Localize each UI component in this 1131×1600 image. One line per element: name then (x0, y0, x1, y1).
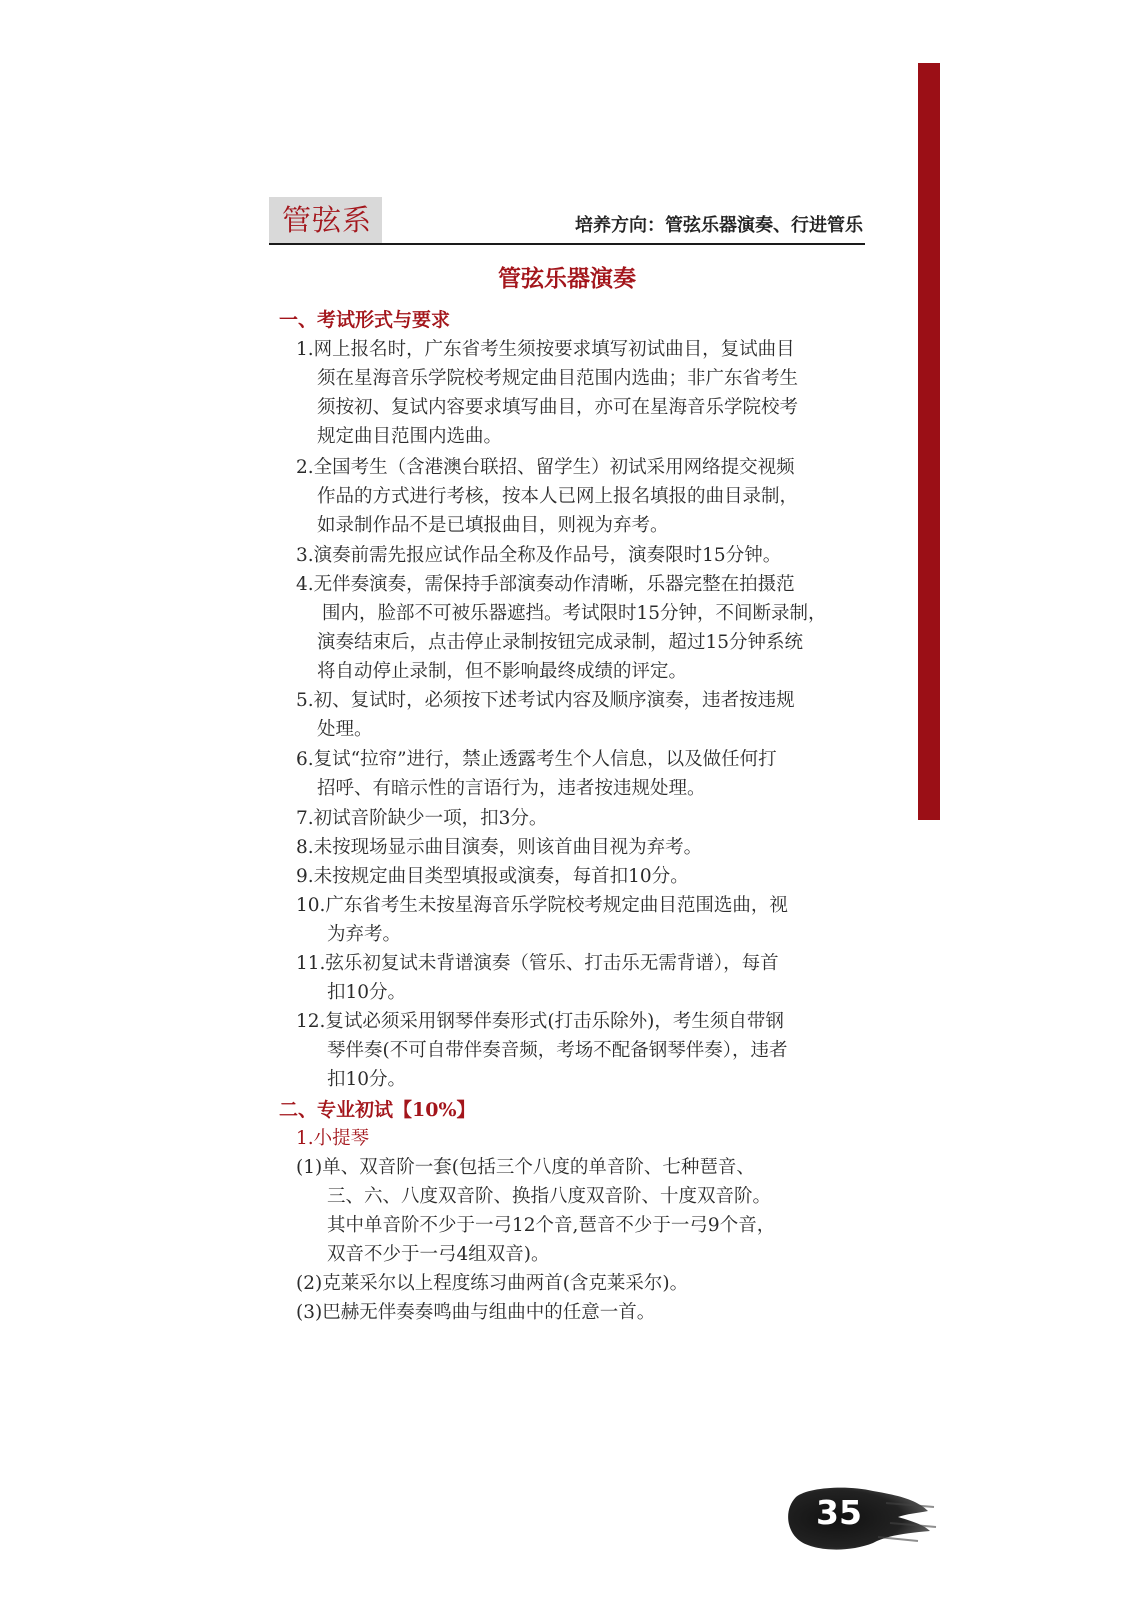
text-line: 8.未按现场显示曲目演奏，则该首曲目视为弃考。 (296, 837, 703, 858)
text-line: 处理。 (317, 719, 373, 740)
text-line: 5.初、复试时，必须按下述考试内容及顺序演奏，违者按违规 (296, 690, 795, 711)
text-line: 将自动停止录制，但不影响最终成绩的评定。 (317, 661, 688, 682)
page-number-badge (778, 1483, 938, 1555)
text-line: 三、六、八度双音阶、换指八度双音阶、十度双音阶。 (327, 1186, 772, 1207)
text-line: 11.弦乐初复试未背谱演奏（管乐、打击乐无需背谱），每首 (296, 953, 779, 974)
text-line: 须在星海音乐学院校考规定曲目范围内选曲；非广东省考生 (317, 368, 799, 389)
text-line: 2.全国考生（含港澳台联招、留学生）初试采用网络提交视频 (296, 457, 795, 478)
page-title: 管弦乐器演奏 (498, 265, 636, 292)
text-line: 1.网上报名时，广东省考生须按要求填写初试曲目，复试曲目 (296, 339, 795, 360)
text-line: 须按初、复试内容要求填写曲目，亦可在星海音乐学院校考 (317, 397, 799, 418)
text-line: (2)克莱采尔以上程度练习曲两首(含克莱采尔)。 (296, 1273, 689, 1294)
text-line: 7.初试音阶缺少一项，扣3分。 (296, 808, 548, 829)
text-line: 招呼、有暗示性的言语行为，违者按违规处理。 (317, 778, 706, 799)
text-line: 扣10分。 (327, 982, 407, 1003)
text-line: 扣10分。 (327, 1069, 407, 1090)
text-line: 围内，脸部不可被乐器遮挡。考试限时15分钟，不间断录制， (322, 603, 827, 624)
text-line: 6.复试“拉帘”进行，禁止透露考生个人信息，以及做任何打 (296, 749, 777, 770)
text-line: 琴伴奏(不可自带伴奏音频，考场不配备钢琴伴奏），违者 (327, 1040, 788, 1061)
section-heading: 二、专业初试【10%】 (279, 1099, 476, 1121)
text-line: 为弃考。 (327, 924, 402, 945)
text-line: 4.无伴奏演奏，需保持手部演奏动作清晰，乐器完整在拍摄范 (296, 574, 795, 595)
text-line: 作品的方式进行考核，按本人已网上报名填报的曲目录制， (317, 486, 799, 507)
text-line: 12.复试必须采用钢琴伴奏形式(打击乐除外)，考生须自带钢 (296, 1011, 784, 1032)
text-line: 3.演奏前需先报应试作品全称及作品号，演奏限时15分钟。 (296, 545, 782, 566)
text-line: 规定曲目范围内选曲。 (317, 426, 503, 447)
text-line: (1)单、双音阶一套(包括三个八度的单音阶、七种琶音、 (296, 1157, 755, 1178)
training-direction: 培养方向：管弦乐器演奏、行进管乐 (575, 215, 863, 236)
text-line: 10.广东省考生未按星海音乐学院校考规定曲目范围选曲，视 (296, 895, 788, 916)
text-line: 9.未按规定曲目类型填报或演奏，每首扣10分。 (296, 866, 689, 887)
page-number: 35 (816, 1493, 862, 1532)
text-line: 其中单音阶不少于一弓12个音,琶音不少于一弓9个音， (327, 1215, 776, 1236)
header-divider (269, 243, 865, 245)
text-line: 演奏结束后，点击停止录制按钮完成录制，超过15分钟系统 (317, 632, 804, 653)
side-accent-bar (918, 63, 940, 820)
text-line: 双音不少于一弓4组双音)。 (327, 1244, 550, 1265)
section-heading: 一、考试形式与要求 (279, 309, 451, 331)
department-title: 管弦系 (282, 203, 373, 237)
text-line: 如录制作品不是已填报曲目，则视为弃考。 (317, 515, 669, 536)
text-line: (3)巴赫无伴奏奏鸣曲与组曲中的任意一首。 (296, 1302, 656, 1323)
subsection-heading: 1.小提琴 (296, 1128, 370, 1149)
